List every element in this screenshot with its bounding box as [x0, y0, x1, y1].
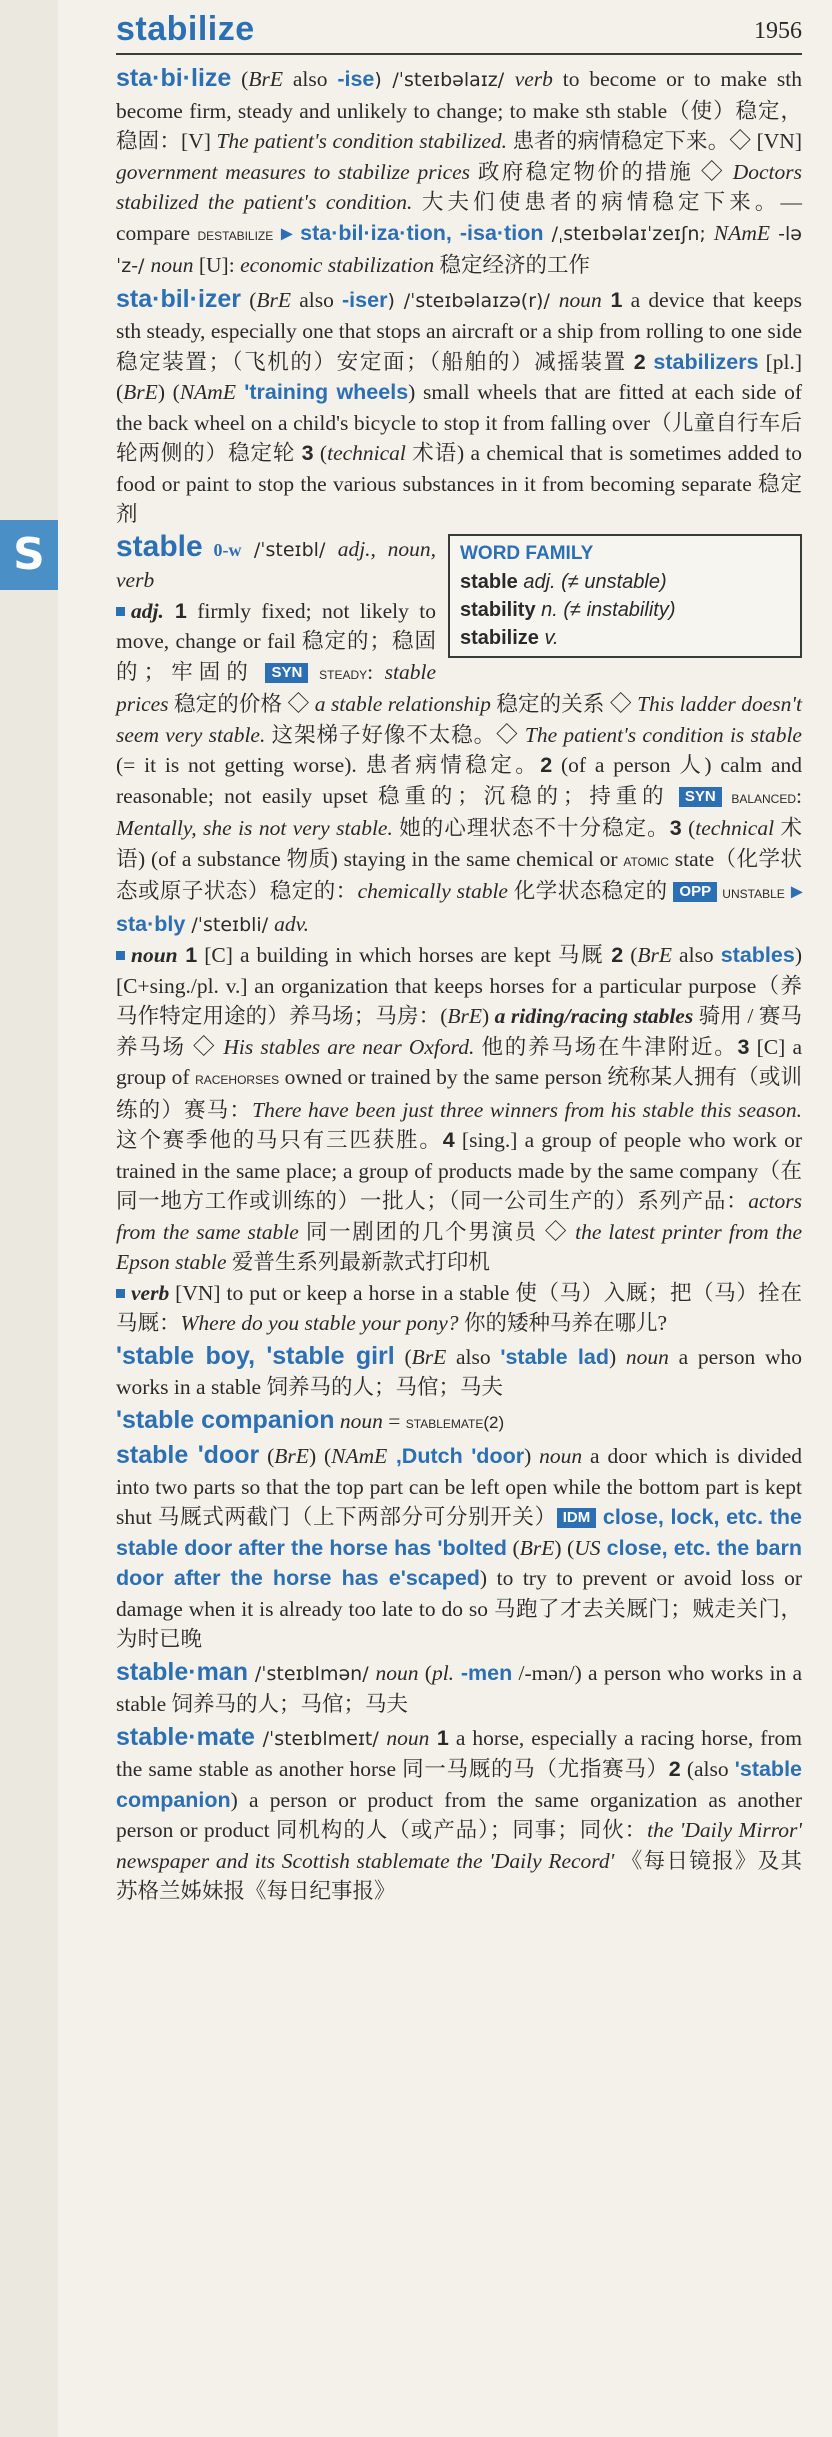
part-of-speech: noun — [539, 1444, 583, 1468]
label: BrE — [447, 1004, 483, 1028]
label: BrE — [637, 943, 673, 967]
text: : — [796, 783, 802, 808]
text: : — [367, 659, 385, 684]
cross-reference: stablemate(2) — [405, 1412, 505, 1432]
example: Where do you stable your pony? — [180, 1311, 459, 1335]
word-family-item — [460, 624, 790, 652]
label: BrE — [248, 67, 283, 91]
text: state（化学状态或原子状态）稳定的： — [116, 846, 802, 903]
entry-stable-door — [116, 1440, 802, 1655]
sense-number: 1 — [601, 287, 623, 312]
sense-number: 1 — [163, 598, 187, 623]
example: Mentally, she is not very stable. — [116, 816, 393, 840]
part-of-speech: verb — [514, 67, 553, 91]
text: 《每日镜报》及其苏格兰姊妹报《每日纪事报》 — [116, 1848, 802, 1903]
text: ) — [524, 1444, 540, 1468]
definition: (of a person 人) calm and reasonable; not easily upset 稳重的；沉稳的；持重的 — [116, 753, 803, 808]
text: 稳定的价格 ◇ — [168, 692, 315, 716]
definition: ) to try to prevent or avoid loss or damage when it is already too late to do so 马跑了才去关厩门；贼走关门，为时已晚 — [116, 1566, 802, 1651]
text: (= it is not getting worse). 患者病情稳定。 — [116, 753, 541, 777]
cross-reference: destabilize — [197, 224, 274, 244]
headword-stable-boy: 'stable boy, 'stable girl — [116, 1341, 395, 1370]
example: The patient's condition is stable — [524, 722, 802, 747]
part-of-speech: noun — [150, 253, 194, 277]
definition: firmly fixed; not likely to move, change or fail 稳定的；稳固的；牢固的 — [116, 598, 436, 684]
running-headword: stabilize — [116, 10, 255, 48]
definition: ) small wheels that are fitted at each side of the back wheel on a child's bicycle to stop it from falling over（儿童自行车后轮两侧的）稳定轮 — [116, 380, 802, 465]
text: 骑用 / 赛马养马场 ◇ — [116, 1004, 802, 1059]
word-family-item — [460, 596, 790, 624]
definition: a horse, especially a racing horse, from the same stable as another horse 同一马厩的马（尤指赛马） — [116, 1725, 802, 1781]
sense-number: 1 — [177, 943, 198, 967]
family-word: stabilize — [460, 626, 539, 649]
text: 这架梯子好像不太稳。◇ — [265, 722, 525, 747]
family-word: stability — [460, 598, 536, 621]
family-detail: adj. (≠ unstable) — [517, 570, 667, 593]
label: BrE — [519, 1535, 555, 1560]
pronunciation: ) /ˈsteɪbəlaɪzə(r)/ — [387, 289, 559, 312]
page-margin — [0, 0, 58, 2437]
definition: owned or trained by the same person 统称某人拥有（或训练的）赛马： — [116, 1065, 802, 1122]
text: also — [446, 1344, 501, 1369]
headword-stable-companion: 'stable companion — [116, 1405, 335, 1434]
example: His stables are near Oxford. — [223, 1034, 475, 1059]
label: BrE — [123, 380, 158, 404]
text: ( — [313, 441, 328, 465]
cross-reference: atomic — [623, 850, 669, 870]
label: technical — [327, 441, 406, 465]
cross-reference: racehorses — [195, 1069, 280, 1088]
text: also — [282, 67, 338, 91]
sense-number: 1 — [429, 1725, 449, 1750]
text: ( — [231, 67, 249, 91]
family-detail: n. (≠ instability) — [535, 598, 676, 621]
text: ( — [506, 1535, 520, 1560]
pos-label: noun — [131, 943, 178, 967]
text: = — [382, 1408, 406, 1433]
entry-stable-companion — [116, 1405, 802, 1439]
label: NAmE — [179, 380, 236, 404]
text: ( — [394, 1344, 412, 1369]
text: also — [672, 943, 721, 967]
example: There have been just three winners from his stable this season. — [252, 1097, 802, 1122]
text: ) ( — [308, 1444, 332, 1468]
example: The patient's condition stabilized. — [216, 129, 508, 153]
part-of-speech: noun — [386, 1725, 430, 1750]
headword-stable-door: stable 'door — [116, 1441, 260, 1469]
page-header — [116, 10, 802, 55]
label: pl. — [431, 1660, 455, 1685]
bullet-square-icon — [116, 951, 125, 960]
text: 化学状态稳定的 — [507, 879, 674, 903]
pos-label: adj. — [131, 598, 164, 623]
entry-stabilizer — [116, 284, 802, 530]
headword-stabilize: sta·bi·lize — [116, 64, 232, 92]
definition: a door which is divided into two parts so that the top part can be left open while the bottom part is kept shut 马厩式两截门（上下两部分可分别开关） — [116, 1444, 802, 1529]
sense-number: 2 — [611, 943, 624, 967]
opposite: unstable — [717, 883, 785, 902]
text: 患者的病情稳定下来。◇ [VN] — [507, 129, 802, 153]
word-family-item — [460, 568, 790, 596]
pronunciation: ) /ˈsteɪbəlaɪz/ — [374, 69, 515, 91]
pronunciation: /ˈsteɪblmən/ — [247, 1662, 376, 1685]
label: BrE — [256, 287, 292, 312]
idiom: close, lock, etc. the stable door after the horse has 'bolted — [116, 1505, 803, 1560]
text: ) ( — [554, 1535, 575, 1560]
example-bold: a riding/racing stables — [494, 1004, 694, 1028]
definition: /-mən/) a person who works in a stable 饲养马的人；马倌；马夫 — [116, 1660, 802, 1716]
example: economic stabilization — [240, 253, 435, 277]
idiom: close, etc. the barn door after the horse has e'scaped — [116, 1535, 802, 1590]
text: [pl.] ( — [116, 349, 802, 404]
sense-headword: stabilizers — [645, 349, 759, 374]
example: actors from the same stable — [116, 1189, 802, 1244]
text: ( — [681, 816, 696, 840]
page-number: 1956 — [754, 18, 802, 44]
part-of-speech: noun — [625, 1344, 669, 1369]
text: 她的心理状态不十分稳定。 — [392, 816, 670, 840]
part-of-speech: noun — [375, 1660, 419, 1685]
text: 他的养马场在牛津附近。 — [474, 1034, 738, 1059]
entry-stable-boy — [116, 1341, 802, 1403]
variant: -iser — [342, 287, 388, 312]
family-word: stable — [460, 570, 518, 593]
definition: [C] a group of — [116, 1034, 802, 1089]
variant: 'stable companion — [116, 1757, 803, 1812]
text: 稳定经济的工作 — [434, 253, 591, 277]
definition: ) [C+sing./pl. v.] an organization that keeps horses for a particular purpose（养马作特定用途的）养马场；马房：( — [116, 943, 802, 1028]
pronunciation: -ləˈz-/ — [116, 222, 802, 277]
definition: 术语) a chemical that is sometimes added to food or paint to stop the various substances in it from becoming separate 稳定剂 — [116, 441, 802, 526]
variant: 'stable lad — [500, 1344, 610, 1369]
part-of-speech: noun — [558, 287, 602, 312]
text: 稳定的关系 ◇ — [490, 692, 638, 716]
headword-stabilizer: sta·bil·izer — [116, 284, 242, 313]
synonym: steady — [308, 663, 368, 683]
syn-badge: SYN — [265, 663, 308, 683]
definition: a person who works in a stable 饲养马的人；马倌；马夫 — [116, 1344, 802, 1399]
text: 你的矮种马养在哪儿? — [458, 1311, 667, 1335]
definition: 术语) (of a substance 物质) staying in the same chemical or — [116, 816, 802, 871]
synonym: balanced — [721, 787, 797, 807]
idm-badge: IDM — [557, 1508, 597, 1528]
text: ( — [259, 1444, 275, 1468]
label: NAmE — [713, 220, 771, 245]
variant: stables — [720, 943, 795, 967]
example: This ladder doesn't seem very stable. — [116, 692, 802, 747]
opp-badge: OPP — [673, 882, 717, 902]
label: BrE — [411, 1344, 447, 1369]
derivative: sta·bil·iza·tion, -isa·tion — [300, 220, 544, 245]
pronunciation: /ˌsteɪbəlaɪˈzeɪʃn; — [543, 222, 714, 245]
variant: 'training wheels — [235, 380, 409, 404]
pronunciation: /ˈsteɪbli/ — [185, 913, 275, 936]
definition: to become or to make sth become firm, steady and unlikely to change; to make sth stable（使）稳定，稳固：[V] — [116, 67, 802, 153]
text: ) — [609, 1344, 626, 1369]
example: Doctors stabilized the patient's condition. — [116, 159, 802, 214]
entry-stablemate — [116, 1722, 802, 1907]
text: 大夫们使患者的病情稳定下来。— compare — [116, 190, 802, 245]
derivative: ▸ sta·bly — [116, 879, 802, 936]
part-of-speech: adv. — [274, 911, 309, 936]
pronunciation: /ˈsteɪblmeɪt/ — [254, 1727, 387, 1750]
text: also — [291, 287, 343, 312]
label: US — [574, 1535, 601, 1560]
definition: [C] a building in which horses are kept 马厩 — [197, 943, 612, 967]
entry-stable — [116, 529, 803, 1339]
part-of-speech: noun — [339, 1408, 383, 1433]
sense-number: 3 — [669, 816, 682, 840]
label: BrE — [274, 1444, 309, 1468]
entry-stableman — [116, 1657, 802, 1720]
definition: [sing.] a group of people who work or trained in the same place; a group of products made by the same company（在同一地方工作或训练的）一批人；（同一公司生产的）系列产品： — [116, 1128, 802, 1213]
example: the latest printer from the Epson stable — [116, 1219, 802, 1274]
text: 爱普生系列最新款式打印机 — [226, 1250, 490, 1274]
sense-number: 3 — [301, 441, 314, 465]
headword-stable: stable — [116, 529, 203, 563]
text: ( — [241, 287, 257, 312]
arrow-icon: ▸ — [273, 220, 301, 245]
example: chemically stable — [357, 879, 508, 903]
text: 同一剧团的几个男演员 ◇ — [298, 1219, 576, 1244]
entry-stabilize — [116, 63, 802, 282]
part-of-speech: adj., noun, verb — [116, 536, 436, 592]
sense-number: 3 — [737, 1034, 750, 1059]
text: ) — [482, 1004, 495, 1028]
text: 政府稳定物价的措施 ◇ — [470, 159, 733, 184]
bullet-square-icon — [116, 607, 125, 616]
sense-number: 2 — [540, 753, 553, 777]
thumb-index-tab: S — [0, 520, 58, 590]
pronunciation: /ˈsteɪbl/ — [241, 538, 338, 561]
sense-number: 2 — [633, 349, 646, 374]
text: (also — [680, 1757, 735, 1781]
word-family-box — [448, 534, 802, 658]
definition: ) a person or product from the same organization as another person or product 同机构的人（或产品）；同事；同伙： — [116, 1787, 802, 1842]
plural-form: -men — [454, 1660, 513, 1685]
text: ( — [418, 1660, 432, 1685]
bullet-square-icon — [116, 1289, 125, 1298]
label: technical — [695, 816, 775, 840]
key-icon: 0-w — [202, 539, 242, 560]
variant: -ise — [337, 67, 375, 91]
text: ( — [623, 943, 638, 967]
variant: ,Dutch 'door — [387, 1444, 525, 1468]
example: the 'Daily Mirror' newspaper and its Scottish stablemate the 'Daily Record' — [116, 1818, 802, 1873]
sense-number: 4 — [442, 1128, 455, 1152]
example: stable prices — [116, 659, 436, 716]
definition: a device that keeps sth steady, especially one that stops an aircraft or a ship from rolling to one side 稳定装置；（飞机的）安定面；（船舶的）减摇装置 — [116, 287, 802, 374]
example: government measures to stabilize prices — [116, 159, 471, 184]
syn-badge: SYN — [679, 787, 722, 807]
text: ) ( — [157, 380, 180, 404]
headword-stableman: stable·man — [116, 1657, 248, 1686]
text: 这个赛季他的马只有三匹获胜。 — [116, 1128, 443, 1152]
definition: [VN] to put or keep a horse in a stable 使（马）入厩；把（马）拴在马厩： — [116, 1280, 802, 1335]
sense-number: 2 — [668, 1757, 681, 1781]
word-family-title: WORD FAMILY — [460, 542, 594, 564]
text: [U]: — [193, 253, 241, 277]
example: a stable relationship — [314, 692, 491, 716]
family-detail: v. — [538, 626, 559, 649]
label: NAmE — [331, 1444, 388, 1468]
headword-stablemate: stable·mate — [116, 1722, 255, 1751]
pos-label: verb — [131, 1280, 170, 1305]
